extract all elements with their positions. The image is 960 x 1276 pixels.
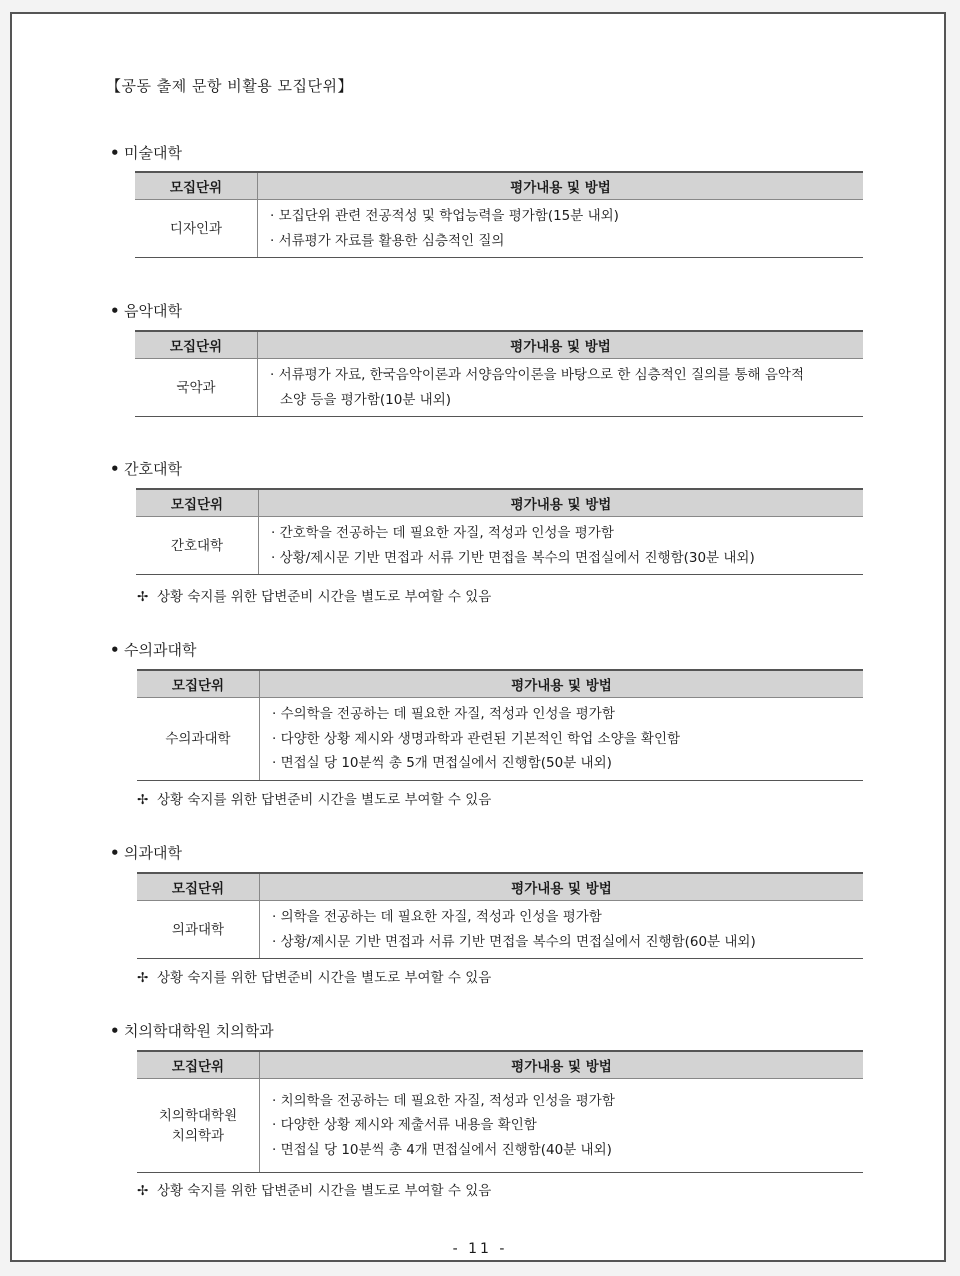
content-cell (260, 901, 864, 959)
bullet-icon: • (110, 844, 120, 862)
section-heading-dentistry (110, 1020, 274, 1041)
content-line: · 다양한 상황 제시와 제출서류 내용을 확인함 (272, 1117, 537, 1134)
content-line: · 상황/제시문 기반 면접과 서류 기반 면접을 복수의 면접실에서 진행함(30분 내외) (271, 549, 755, 566)
cross-mark-icon: ✢ (137, 1183, 149, 1199)
content-line: · 면접실 당 10분씩 총 4개 면접실에서 진행함(40분 내외) (272, 1141, 612, 1158)
header-unit: 모집단위 (137, 1051, 260, 1079)
bullet-icon: • (110, 1022, 120, 1040)
content-line: · 의학을 전공하는 데 필요한 자질, 적성과 인성을 평가함 (272, 909, 602, 925)
section-name: 미술대학 (124, 144, 182, 162)
bullet-icon: • (110, 302, 120, 320)
content-line: · 면접실 당 10분씩 총 5개 면접실에서 진행함(50분 내외) (272, 755, 612, 771)
content-line: · 치의학을 전공하는 데 필요한 자질, 적성과 인성을 평가함 (272, 1092, 615, 1109)
content-cell (260, 698, 864, 781)
header-unit: 모집단위 (136, 489, 259, 517)
header-content: 평가내용 및 방법 (260, 670, 864, 698)
section-heading-medicine (110, 842, 182, 863)
unit-cell: 간호대학 (136, 517, 259, 575)
unit-cell: 디자인과 (135, 200, 258, 258)
content-line: · 서류평가 자료, 한국음악이론과 서양음악이론을 바탕으로 한 심층적인 질의를 통해 음악적 (270, 367, 805, 383)
note (137, 585, 491, 605)
unit-line: 치의학대학원 (158, 1107, 238, 1124)
content-line: · 서류평가 자료를 활용한 심층적인 질의 (270, 232, 505, 249)
section-heading-veterinary (110, 639, 196, 660)
eval-table-dentistry (137, 1050, 863, 1173)
page-number: - 11 - (452, 1241, 508, 1257)
section-heading-music (110, 300, 182, 321)
note (137, 788, 491, 808)
section-name: 간호대학 (124, 460, 182, 478)
header-unit: 모집단위 (137, 670, 260, 698)
unit-cell (137, 1079, 260, 1173)
unit-cell: 의과대학 (137, 901, 260, 959)
unit-cell: 수의과대학 (137, 698, 260, 781)
note-text: 상황 숙지를 위한 답변준비 시간을 별도로 부여할 수 있음 (157, 589, 492, 605)
header-content: 평가내용 및 방법 (260, 1051, 864, 1079)
page-title: 【공동 출제 문항 비활용 모집단위】 (106, 77, 353, 95)
section-name: 수의과대학 (124, 641, 197, 659)
content-cell (258, 200, 864, 258)
eval-table-art (135, 171, 863, 258)
content-line: · 모집단위 관련 전공적성 및 학업능력을 평가함(15분 내외) (270, 208, 619, 224)
note-text: 상황 숙지를 위한 답변준비 시간을 별도로 부여할 수 있음 (157, 792, 492, 808)
content-line: · 다양한 상황 제시와 생명과학과 관련된 기본적인 학업 소양을 확인함 (272, 730, 681, 747)
bullet-icon: • (110, 641, 120, 659)
header-unit: 모집단위 (137, 873, 260, 901)
cross-mark-icon: ✢ (137, 792, 149, 808)
note-text: 상황 숙지를 위한 답변준비 시간을 별도로 부여할 수 있음 (157, 970, 492, 986)
content-line: · 상황/제시문 기반 면접과 서류 기반 면접을 복수의 면접실에서 진행함(60분 내외) (272, 933, 756, 950)
section-name: 치의학대학원 치의학과 (124, 1022, 274, 1040)
section-heading-nursing (110, 458, 182, 479)
header-content: 평가내용 및 방법 (258, 172, 864, 200)
note-text: 상황 숙지를 위한 답변준비 시간을 별도로 부여할 수 있음 (157, 1183, 492, 1199)
header-unit: 모집단위 (135, 331, 258, 359)
header-content: 평가내용 및 방법 (258, 331, 864, 359)
content-cell (260, 1079, 864, 1173)
header-content: 평가내용 및 방법 (260, 873, 864, 901)
content-line: · 수의학을 전공하는 데 필요한 자질, 적성과 인성을 평가함 (272, 706, 615, 722)
section-name: 음악대학 (124, 302, 182, 320)
cross-mark-icon: ✢ (137, 589, 149, 605)
note (137, 966, 491, 986)
content-line: · 간호학을 전공하는 데 필요한 자질, 적성과 인성을 평가함 (271, 525, 614, 541)
header-unit: 모집단위 (135, 172, 258, 200)
content-cell (258, 359, 864, 417)
eval-table-nursing (136, 488, 863, 575)
cross-mark-icon: ✢ (137, 970, 149, 986)
unit-line: 치의학과 (171, 1127, 225, 1144)
content-line: 소양 등을 평가함(10분 내외) (280, 391, 451, 408)
note (137, 1179, 491, 1199)
section-heading-art (110, 142, 182, 163)
eval-table-music (135, 330, 863, 417)
bullet-icon: • (110, 460, 120, 478)
unit-cell: 국악과 (135, 359, 258, 417)
bullet-icon: • (110, 144, 120, 162)
eval-table-medicine (137, 872, 863, 959)
header-content: 평가내용 및 방법 (259, 489, 864, 517)
section-name: 의과대학 (124, 844, 182, 862)
eval-table-veterinary (137, 669, 863, 781)
content-cell (259, 517, 864, 575)
